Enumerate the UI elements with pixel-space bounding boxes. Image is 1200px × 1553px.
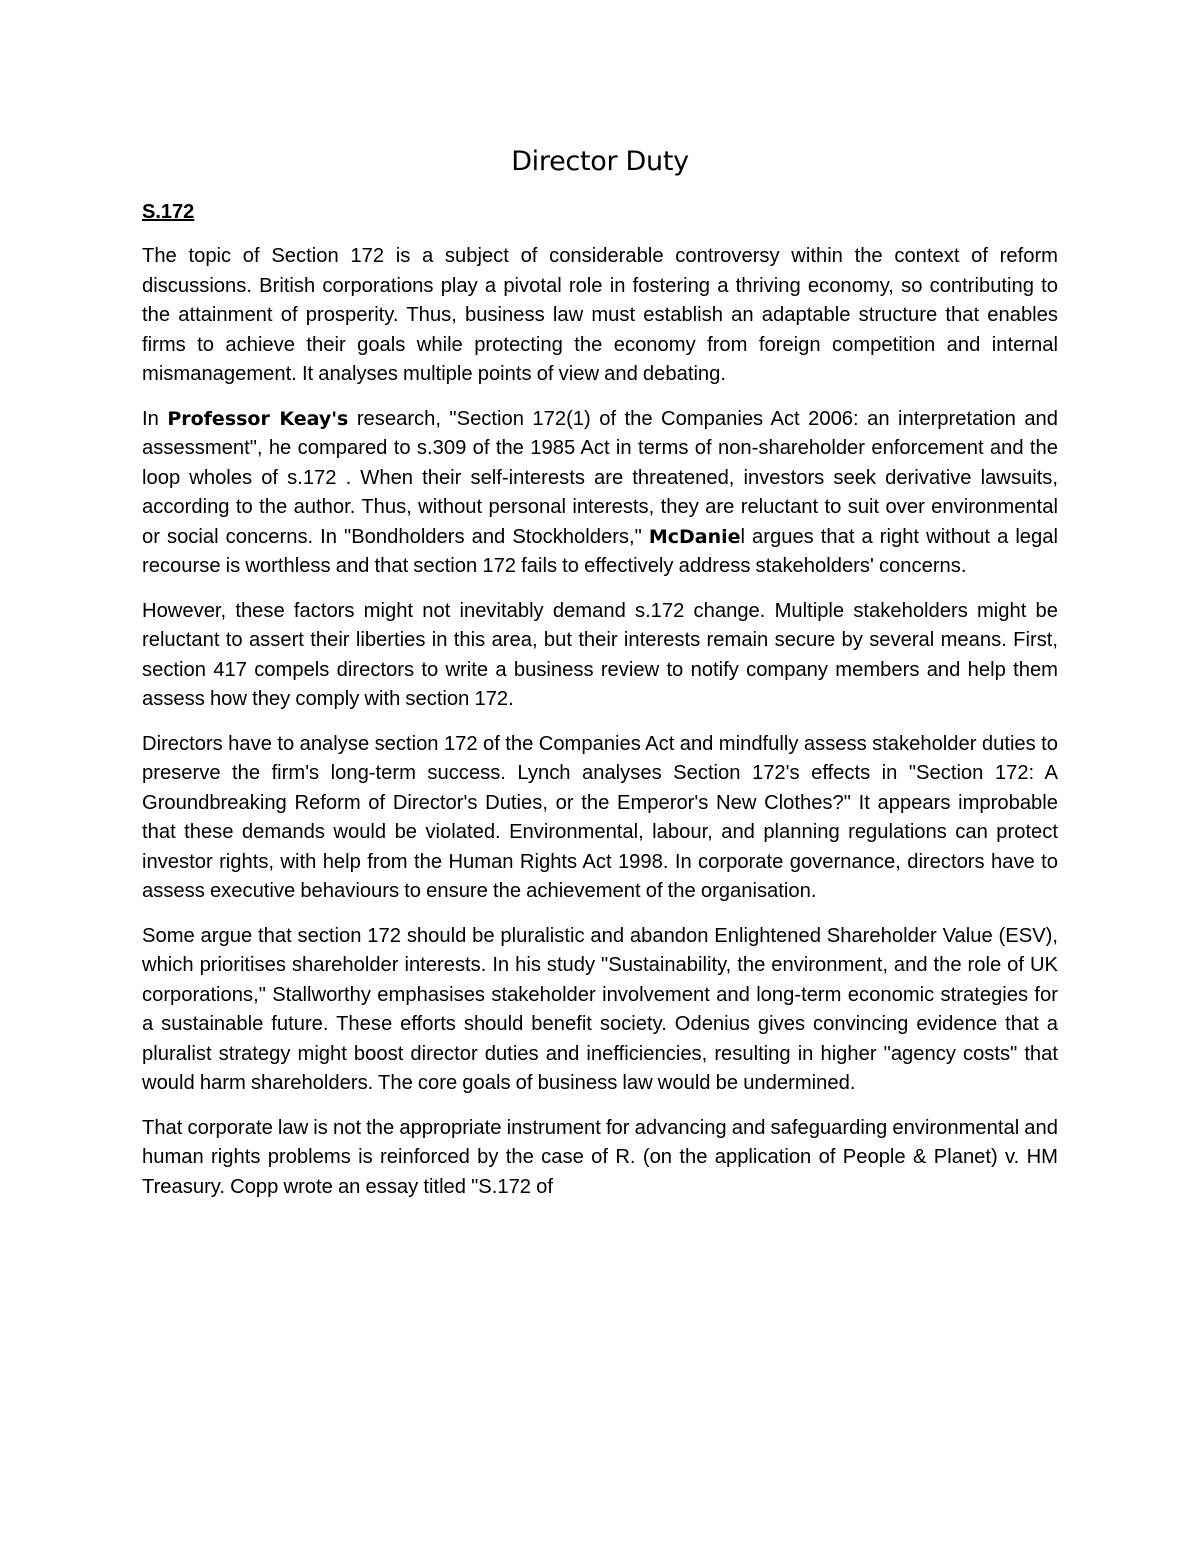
paragraph-text: However, these factors might not inevitably demand s.172 change. Multiple stakeholders might be reluctant to assert their liberties in this area, but their interests remain secure by several means. First, section 417 compels directors to write a business review to notify company members and help them assess how they comply with section 172.: [142, 599, 1058, 710]
document-body: [142, 242, 1058, 1217]
paragraph-text: Directors have to analyse section 172 of the Companies Act and mindfully assess stakeholder duties to preserve the firm's long-term success. Lynch analyses Section 172's effects in "Section 172: A Groundbreaking Reform of Director's Duties, or the Emperor's New Clothes?" It appears improbable that these demands would be violated. Environmental, labour, and planning regulations can protect investor rights, with help from the Human Rights Act 1998. In corporate governance, directors have to assess executive behaviours to ensure the achievement of the organisation.: [142, 732, 1058, 902]
section-heading: S.172: [142, 201, 195, 223]
paragraph-text: research, "Section 172(1) of the Companies Act 2006: an interpretation and assessment", he compared to s.309 of the 1985 Act in terms of non-shareholder enforcement and the loop wholes of s.172 . When their self-interests are threatened, investors seek derivative lawsuits, according to the author. Thus, without personal interests, they are reluctant to suit over environmental or social concerns. In "Bondholders and Stockholders,": [142, 407, 1058, 548]
author-name-keay: Professor Keay's: [167, 407, 349, 430]
paragraph-3: [142, 597, 1058, 715]
paragraph-1: [142, 242, 1058, 390]
paragraph-text: The topic of Section 172 is a subject of considerable controversy within the context of reform discussions. British corporations play a pivotal role in fostering a thriving economy, so contributing to the attainment of prosperity. Thus, business law must establish an adaptable structure that enables firms to achieve their goals while protecting the economy from foreign competition and internal mismanagement. It analyses multiple points of view and debating.: [142, 245, 1058, 385]
paragraph-text: In: [142, 407, 168, 430]
paragraph-text: That corporate law is not the appropriate instrument for advancing and safeguarding environmental and human rights problems is reinforced by the case of R. (on the application of People & Planet) v. HM Treasury. Copp wrote an essay titled "S.172 of: [142, 1116, 1058, 1198]
paragraph-6: [142, 1114, 1058, 1203]
paragraph-text: Some argue that section 172 should be pluralistic and abandon Enlightened Shareholder Value (ESV), which prioritises shareholder interests. In his study "Sustainability, the environment, and the role of UK corporations," Stallworthy emphasises stakeholder involvement and long-term economic strategies for a sustainable future. These efforts should benefit society. Odenius gives convincing evidence that a pluralist strategy might boost director duties and inefficiencies, resulting in higher "agency costs" that would harm shareholders. The core goals of business law would be undermined.: [142, 924, 1058, 1094]
document-title: Director Duty: [511, 146, 689, 177]
author-name-mcdaniel: McDanie: [648, 525, 741, 548]
paragraph-4: [142, 730, 1058, 907]
paragraph-text: l argues that a right without a legal recourse is worthless and that section 172 fails to effectively address stakeholders' concerns.: [142, 525, 1058, 577]
paragraph-2: [142, 405, 1058, 582]
paragraph-5: [142, 922, 1058, 1099]
